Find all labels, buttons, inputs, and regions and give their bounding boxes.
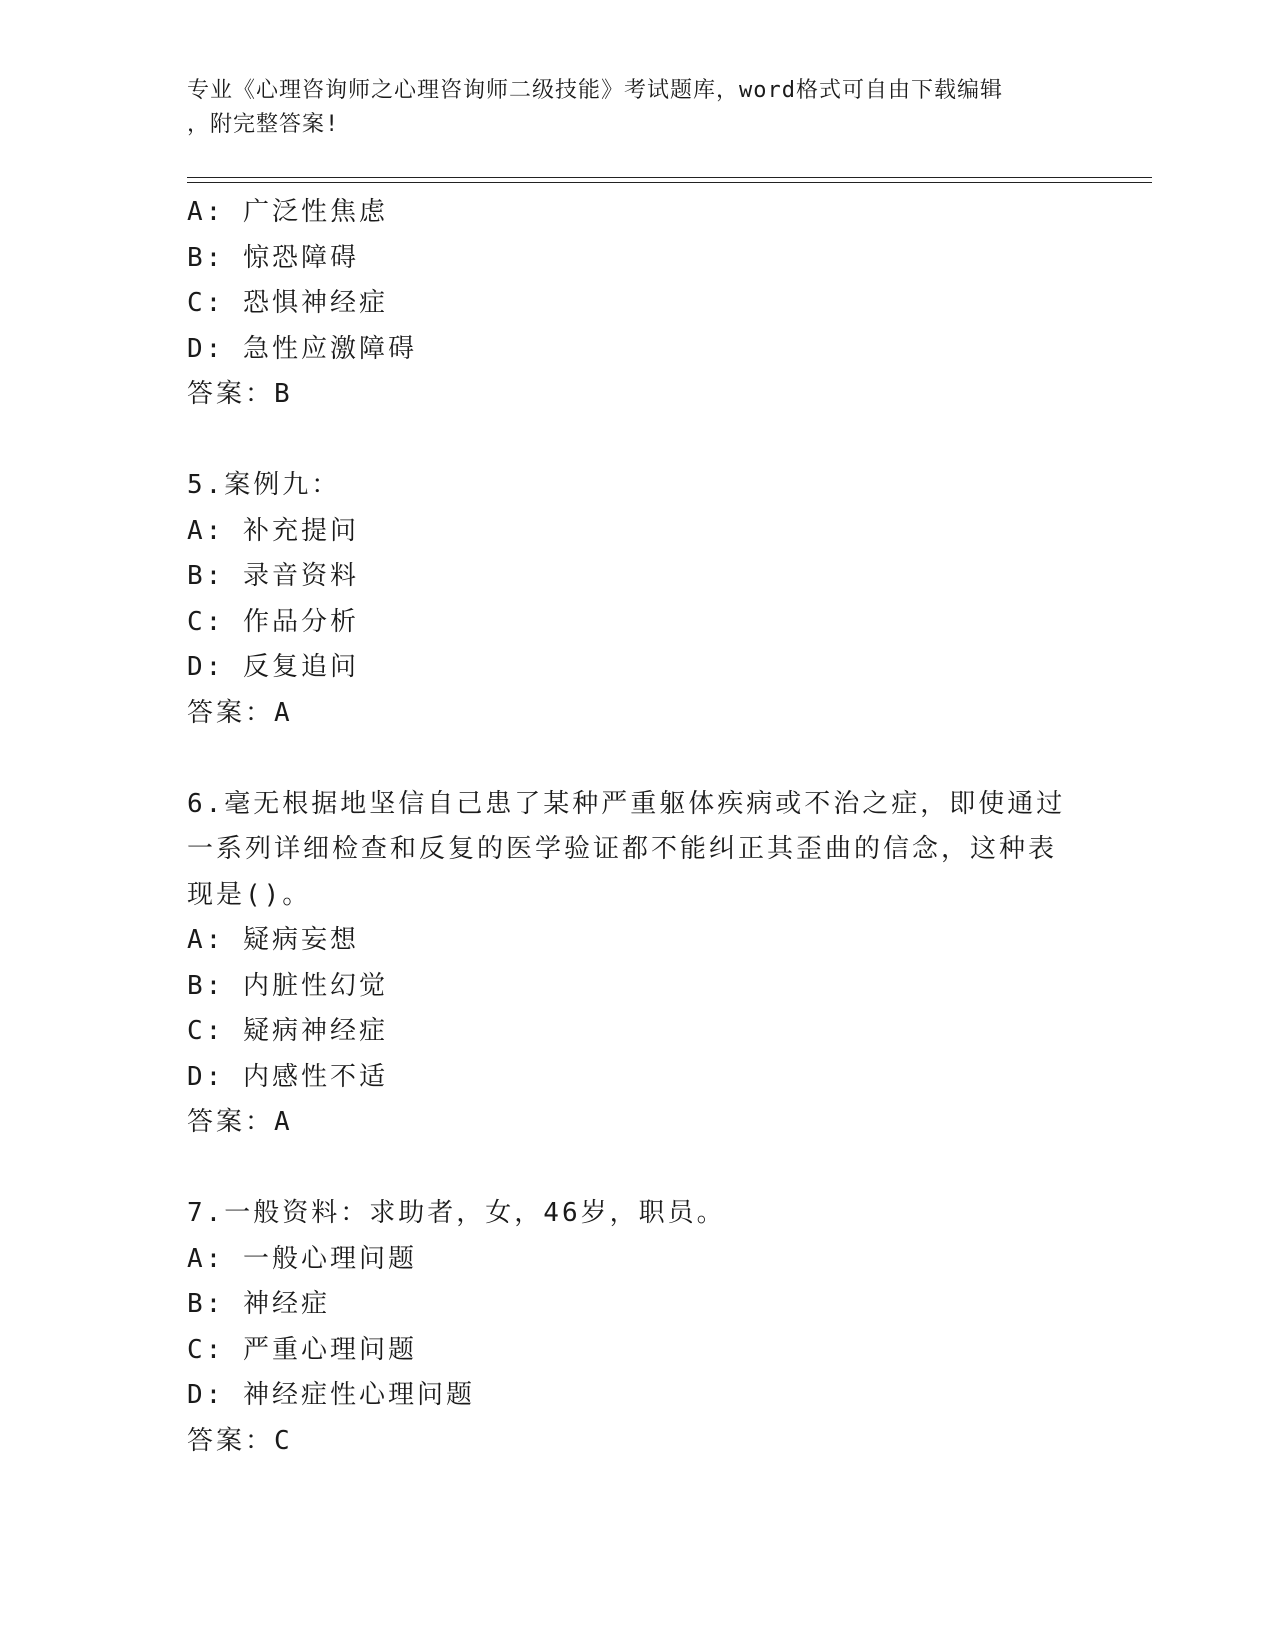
answer-value: A — [274, 1107, 291, 1137]
answer-label: 答案： — [187, 1425, 275, 1456]
option-key: A: — [187, 515, 225, 546]
answer-line — [187, 372, 1087, 418]
option-text: 恐惧神经症 — [242, 288, 388, 318]
answer-value: A — [274, 697, 291, 728]
answer-label: 答案： — [187, 379, 275, 409]
spacer — [187, 736, 1087, 782]
option-text: 广泛性焦虑 — [242, 197, 388, 227]
option-key: C: — [187, 606, 225, 637]
option-a — [187, 918, 1087, 964]
option-d — [187, 1055, 1087, 1101]
question-text: 7.一般资料：求助者，女，46岁，职员。 — [187, 1198, 726, 1228]
option-text: 录音资料 — [242, 561, 359, 591]
option-text: 补充提问 — [242, 515, 359, 546]
option-text: 严重心理问题 — [242, 1334, 417, 1365]
option-b — [187, 554, 1087, 600]
answer-line — [187, 691, 1087, 737]
option-key: D: — [187, 1380, 225, 1410]
option-text: 内脏性幻觉 — [242, 970, 388, 1001]
option-key: A: — [187, 197, 225, 227]
option-text: 神经症性心理问题 — [242, 1380, 475, 1410]
option-key: D: — [187, 1061, 225, 1092]
option-key: B: — [187, 970, 225, 1001]
answer-value: C — [274, 1425, 291, 1456]
option-c — [187, 600, 1087, 646]
option-a — [187, 190, 1087, 236]
option-c — [187, 1009, 1087, 1055]
option-key: A: — [187, 925, 225, 955]
question-content — [187, 190, 1087, 1464]
option-b — [187, 1282, 1087, 1328]
option-key: C: — [187, 1016, 225, 1046]
answer-value: B — [274, 379, 291, 409]
option-key: B: — [187, 1289, 225, 1319]
option-text: 反复追问 — [242, 652, 359, 682]
option-text: 一般心理问题 — [242, 1243, 417, 1274]
option-c — [187, 281, 1087, 327]
option-d — [187, 1373, 1087, 1419]
option-key: C: — [187, 1334, 225, 1365]
option-key: A: — [187, 1243, 225, 1274]
spacer — [187, 418, 1087, 464]
option-key: C: — [187, 288, 225, 318]
option-text: 惊恐障碍 — [242, 242, 359, 273]
answer-label: 答案： — [187, 1107, 275, 1137]
question-block-4 — [187, 190, 1087, 418]
option-d — [187, 645, 1087, 691]
option-key: D: — [187, 333, 225, 364]
option-b — [187, 236, 1087, 282]
option-key: B: — [187, 242, 225, 273]
option-b — [187, 964, 1087, 1010]
question-block-7 — [187, 1191, 1087, 1464]
header-divider-bottom — [187, 182, 1152, 183]
option-text: 急性应激障碍 — [242, 333, 417, 364]
header-line-1: 专业《心理咨询师之心理咨询师二级技能》考试题库，word格式可自由下载编辑 — [187, 78, 1003, 103]
question-text-line-3: 现是()。 — [187, 879, 312, 910]
option-key: D: — [187, 652, 225, 682]
option-key: B: — [187, 561, 225, 591]
question-text-line-1: 6.毫无根据地坚信自己患了某种严重躯体疾病或不治之症，即使通过 — [187, 788, 1066, 819]
answer-label: 答案： — [187, 697, 275, 728]
document-header — [187, 74, 1067, 142]
option-a — [187, 509, 1087, 555]
option-text: 疑病神经症 — [242, 1016, 388, 1046]
option-c — [187, 1328, 1087, 1374]
question-text: 5.案例九： — [187, 470, 341, 500]
option-a — [187, 1237, 1087, 1283]
header-line-2: ，附完整答案! — [187, 112, 340, 137]
answer-line — [187, 1100, 1087, 1146]
option-text: 神经症 — [242, 1289, 330, 1319]
spacer — [187, 1146, 1087, 1192]
option-text: 疑病妄想 — [242, 925, 359, 955]
question-text-line-2: 一系列详细检查和反复的医学验证都不能纠正其歪曲的信念，这种表 — [187, 834, 1058, 864]
answer-line — [187, 1419, 1087, 1465]
option-text: 作品分析 — [242, 606, 359, 637]
question-block-6 — [187, 782, 1087, 1146]
question-block-5 — [187, 463, 1087, 736]
option-text: 内感性不适 — [242, 1061, 388, 1092]
header-divider-top — [187, 177, 1152, 178]
option-d — [187, 327, 1087, 373]
